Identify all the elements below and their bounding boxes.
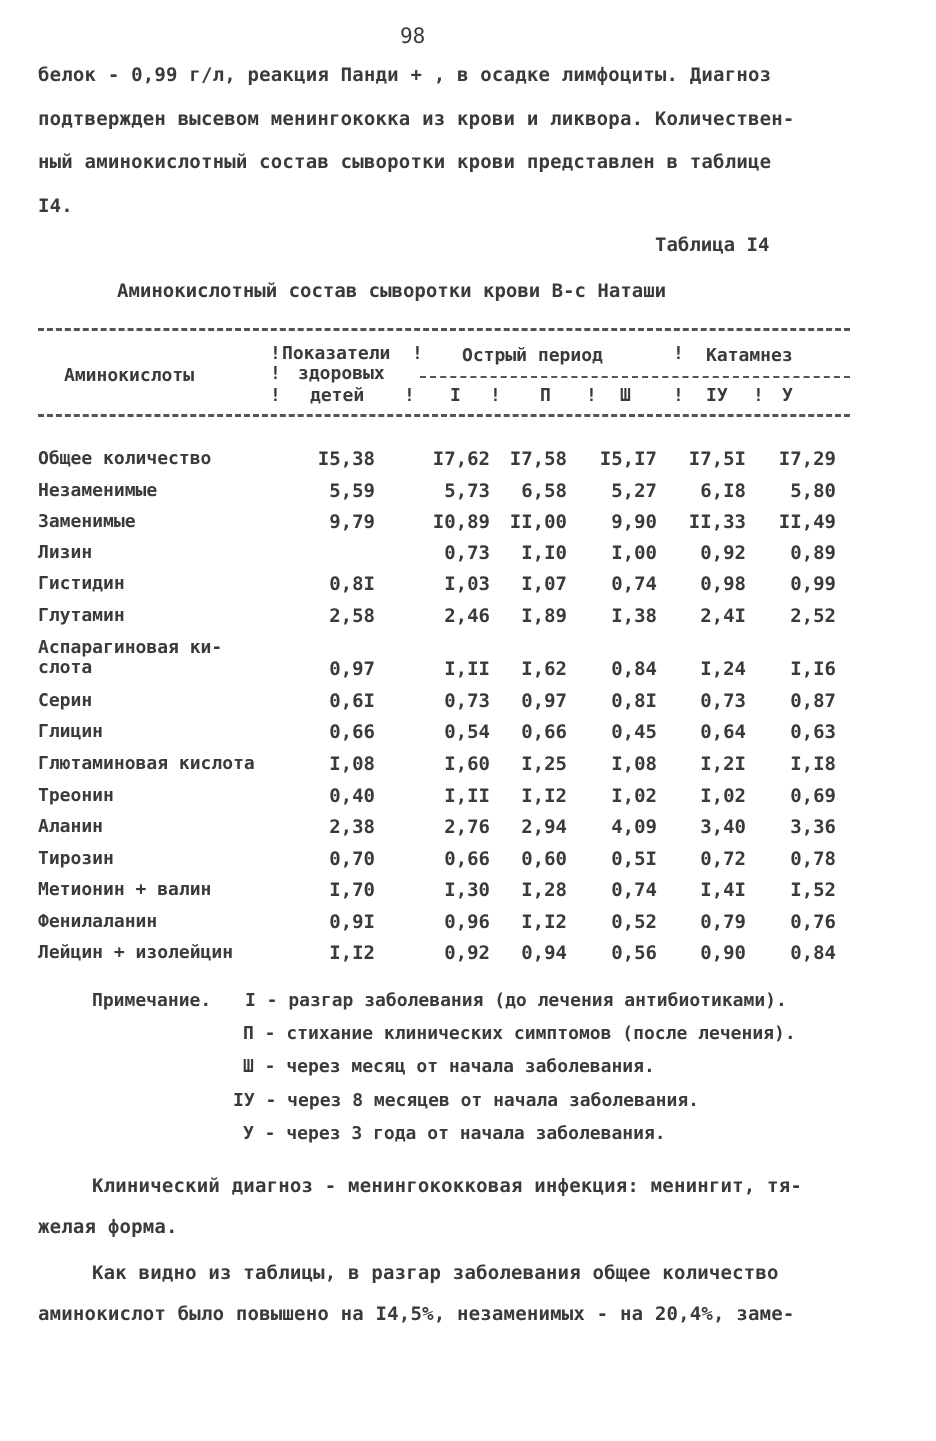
- header-separator: !: [412, 343, 423, 364]
- row-name: Треонин: [38, 785, 114, 806]
- row-name: Аланин: [38, 816, 104, 837]
- page-number: 98: [400, 24, 426, 48]
- cell-healthy: 0,40: [329, 785, 375, 807]
- cell-healthy: 5,59: [329, 480, 375, 502]
- cell-iii: 4,09: [611, 816, 657, 838]
- table-title: Аминокислотный состав сыворотки крови В-с Наташи: [117, 280, 667, 302]
- table-row: [38, 574, 898, 604]
- cell-iv: I,4I: [700, 879, 746, 901]
- cell-iv: 0,98: [700, 573, 746, 595]
- header-amino: Аминокислоты: [64, 365, 195, 386]
- cell-healthy: 0,9I: [329, 911, 375, 933]
- table-row: [38, 912, 898, 942]
- note-item: Ш - через месяц от начала заболевания.: [243, 1056, 655, 1077]
- cell-i: I,30: [444, 879, 490, 901]
- cell-v: I7,29: [778, 448, 836, 470]
- intro-line: I4.: [38, 195, 73, 217]
- table-row: [38, 481, 898, 511]
- row-name: Общее количество: [38, 448, 212, 469]
- cell-v: 0,63: [790, 721, 836, 743]
- cell-ii: I,62: [521, 658, 567, 680]
- cell-iii: 0,45: [611, 721, 657, 743]
- cell-i: 5,73: [444, 480, 490, 502]
- cell-i: I,II: [444, 785, 490, 807]
- cell-iv: I,24: [700, 658, 746, 680]
- table-row: [38, 849, 898, 879]
- cell-i: 0,66: [444, 848, 490, 870]
- cell-v: 0,78: [790, 848, 836, 870]
- cell-iv: 0,90: [700, 942, 746, 964]
- row-name: Метионин + валин: [38, 879, 212, 900]
- cell-i: I,II: [444, 658, 490, 680]
- header-separator: !: [673, 385, 684, 406]
- cell-ii: 0,94: [521, 942, 567, 964]
- cell-v: 0,87: [790, 690, 836, 712]
- cell-ii: II,00: [509, 511, 567, 533]
- cell-ii: I,07: [521, 573, 567, 595]
- intro-line: ный аминокислотный состав сыворотки крови представлен в таблице: [38, 151, 772, 173]
- table-row: [38, 943, 898, 973]
- cell-iii: 0,8I: [611, 690, 657, 712]
- cell-healthy: 0,8I: [329, 573, 375, 595]
- intro-line: белок - 0,99 г/л, реакция Панди + , в осадке лимфоциты. Диагноз: [38, 64, 772, 86]
- cell-healthy: 0,66: [329, 721, 375, 743]
- cell-healthy: I5,38: [317, 448, 375, 470]
- cell-ii: I,I0: [521, 542, 567, 564]
- table-label: Таблица I4: [655, 234, 770, 256]
- cell-v: I,52: [790, 879, 836, 901]
- cell-v: 2,52: [790, 605, 836, 627]
- cell-healthy: 2,38: [329, 816, 375, 838]
- header-col-4: IУ: [706, 385, 728, 406]
- cell-healthy: 0,6I: [329, 690, 375, 712]
- cell-iii: I,02: [611, 785, 657, 807]
- cell-i: 2,46: [444, 605, 490, 627]
- cell-ii: I,28: [521, 879, 567, 901]
- header-col-1: I: [450, 385, 461, 406]
- header-separator: !: [753, 385, 764, 406]
- header-acute: Острый период: [462, 345, 603, 366]
- outro-line: аминокислот было повышено на I4,5%, незаменимых - на 20,4%, заме-: [38, 1303, 795, 1325]
- cell-i: 0,73: [444, 690, 490, 712]
- cell-i: 0,54: [444, 721, 490, 743]
- cell-ii: I,89: [521, 605, 567, 627]
- header-col-2: П: [540, 385, 551, 406]
- cell-ii: 6,58: [521, 480, 567, 502]
- cell-v: I,I8: [790, 753, 836, 775]
- cell-iv: 0,92: [700, 542, 746, 564]
- row-name: Фенилаланин: [38, 911, 158, 932]
- row-name-continuation: слота: [38, 657, 93, 678]
- row-name: Аспарагиновая ки-: [38, 637, 223, 658]
- cell-ii: 0,66: [521, 721, 567, 743]
- cell-i: 2,76: [444, 816, 490, 838]
- cell-iv: 0,64: [700, 721, 746, 743]
- note-item: I - разгар заболевания (до лечения антибиотиками).: [245, 990, 787, 1011]
- row-name: Серин: [38, 690, 93, 711]
- note-item: IУ - через 8 месяцев от начала заболевания.: [233, 1090, 699, 1111]
- notes-prefix: Примечание.: [92, 990, 212, 1011]
- cell-v: 0,89: [790, 542, 836, 564]
- header-sub-rule: [420, 376, 850, 378]
- note-item: У - через 3 года от начала заболевания.: [243, 1123, 666, 1144]
- row-name: Тирозин: [38, 848, 114, 869]
- cell-ii: 0,60: [521, 848, 567, 870]
- table-row: [38, 722, 898, 752]
- row-name: Лейцин + изолейцин: [38, 942, 234, 963]
- cell-iv: 0,72: [700, 848, 746, 870]
- header-col-3: Ш: [620, 385, 631, 406]
- table-row: [38, 880, 898, 910]
- cell-v: II,49: [778, 511, 836, 533]
- cell-iv: 0,79: [700, 911, 746, 933]
- cell-ii: 0,97: [521, 690, 567, 712]
- cell-iii: I,00: [611, 542, 657, 564]
- cell-iii: I5,I7: [599, 448, 657, 470]
- header-separator: !: [270, 343, 281, 364]
- cell-v: 3,36: [790, 816, 836, 838]
- table-row: [38, 638, 898, 690]
- cell-healthy: 2,58: [329, 605, 375, 627]
- cell-iii: 0,74: [611, 573, 657, 595]
- cell-v: I,I6: [790, 658, 836, 680]
- cell-iv: I,02: [700, 785, 746, 807]
- cell-healthy: 0,70: [329, 848, 375, 870]
- row-name: Гистидин: [38, 573, 125, 594]
- note-item: П - стихание клинических симптомов (после лечения).: [243, 1023, 796, 1044]
- header-separator: !: [270, 363, 281, 384]
- header-separator: !: [270, 385, 281, 406]
- header-katamnez: Катамнез: [706, 345, 793, 366]
- cell-iv: II,33: [688, 511, 746, 533]
- cell-v: 0,76: [790, 911, 836, 933]
- table-row: [38, 691, 898, 721]
- row-name: Лизин: [38, 542, 93, 563]
- header-separator: !: [404, 385, 415, 406]
- cell-iv: 3,40: [700, 816, 746, 838]
- header-separator: !: [490, 385, 501, 406]
- outro-line: Клинический диагноз - менингококковая инфекция: менингит, тя-: [92, 1175, 802, 1197]
- cell-iv: 0,73: [700, 690, 746, 712]
- cell-ii: I,I2: [521, 911, 567, 933]
- row-name: Глицин: [38, 721, 104, 742]
- cell-i: I,03: [444, 573, 490, 595]
- header-healthy-1: Показатели: [282, 343, 391, 364]
- cell-iv: 6,I8: [700, 480, 746, 502]
- cell-i: I0,89: [432, 511, 490, 533]
- cell-healthy: 0,97: [329, 658, 375, 680]
- cell-healthy: I,I2: [329, 942, 375, 964]
- table-row: [38, 449, 898, 479]
- header-col-5: У: [782, 385, 793, 406]
- outro-line: желая форма.: [38, 1216, 178, 1238]
- header-healthy-3: детей: [310, 385, 365, 406]
- cell-iii: 0,52: [611, 911, 657, 933]
- cell-iii: I,38: [611, 605, 657, 627]
- cell-i: 0,73: [444, 542, 490, 564]
- table-row: [38, 512, 898, 542]
- header-separator: !: [673, 343, 684, 364]
- table-row: [38, 817, 898, 847]
- cell-iv: 2,4I: [700, 605, 746, 627]
- cell-iii: 5,27: [611, 480, 657, 502]
- row-name: Глутамин: [38, 605, 125, 626]
- cell-v: 5,80: [790, 480, 836, 502]
- cell-v: 0,69: [790, 785, 836, 807]
- cell-iii: I,08: [611, 753, 657, 775]
- cell-i: 0,92: [444, 942, 490, 964]
- table-top-rule: [38, 328, 850, 331]
- table-row: [38, 543, 898, 573]
- outro-line: Как видно из таблицы, в разгар заболевания общее количество: [92, 1262, 779, 1284]
- cell-i: 0,96: [444, 911, 490, 933]
- cell-healthy: I,70: [329, 879, 375, 901]
- table-row: [38, 754, 898, 784]
- cell-v: 0,99: [790, 573, 836, 595]
- cell-i: I,60: [444, 753, 490, 775]
- cell-ii: I,I2: [521, 785, 567, 807]
- table-header-rule: [38, 414, 850, 417]
- cell-i: I7,62: [432, 448, 490, 470]
- cell-iv: I7,5I: [688, 448, 746, 470]
- cell-iv: I,2I: [700, 753, 746, 775]
- table-row: [38, 786, 898, 816]
- cell-iii: 0,56: [611, 942, 657, 964]
- header-separator: !: [586, 385, 597, 406]
- cell-iii: 0,5I: [611, 848, 657, 870]
- cell-ii: I7,58: [509, 448, 567, 470]
- cell-ii: 2,94: [521, 816, 567, 838]
- cell-iii: 9,90: [611, 511, 657, 533]
- row-name: Глютаминовая кислота: [38, 753, 255, 774]
- cell-v: 0,84: [790, 942, 836, 964]
- cell-healthy: I,08: [329, 753, 375, 775]
- header-healthy-2: здоровых: [298, 363, 385, 384]
- cell-ii: I,25: [521, 753, 567, 775]
- cell-healthy: 9,79: [329, 511, 375, 533]
- table-row: [38, 606, 898, 636]
- cell-iii: 0,84: [611, 658, 657, 680]
- intro-line: подтвержден высевом менингококка из крови и ликвора. Количествен-: [38, 108, 795, 130]
- row-name: Незаменимые: [38, 480, 158, 501]
- row-name: Заменимые: [38, 511, 136, 532]
- cell-iii: 0,74: [611, 879, 657, 901]
